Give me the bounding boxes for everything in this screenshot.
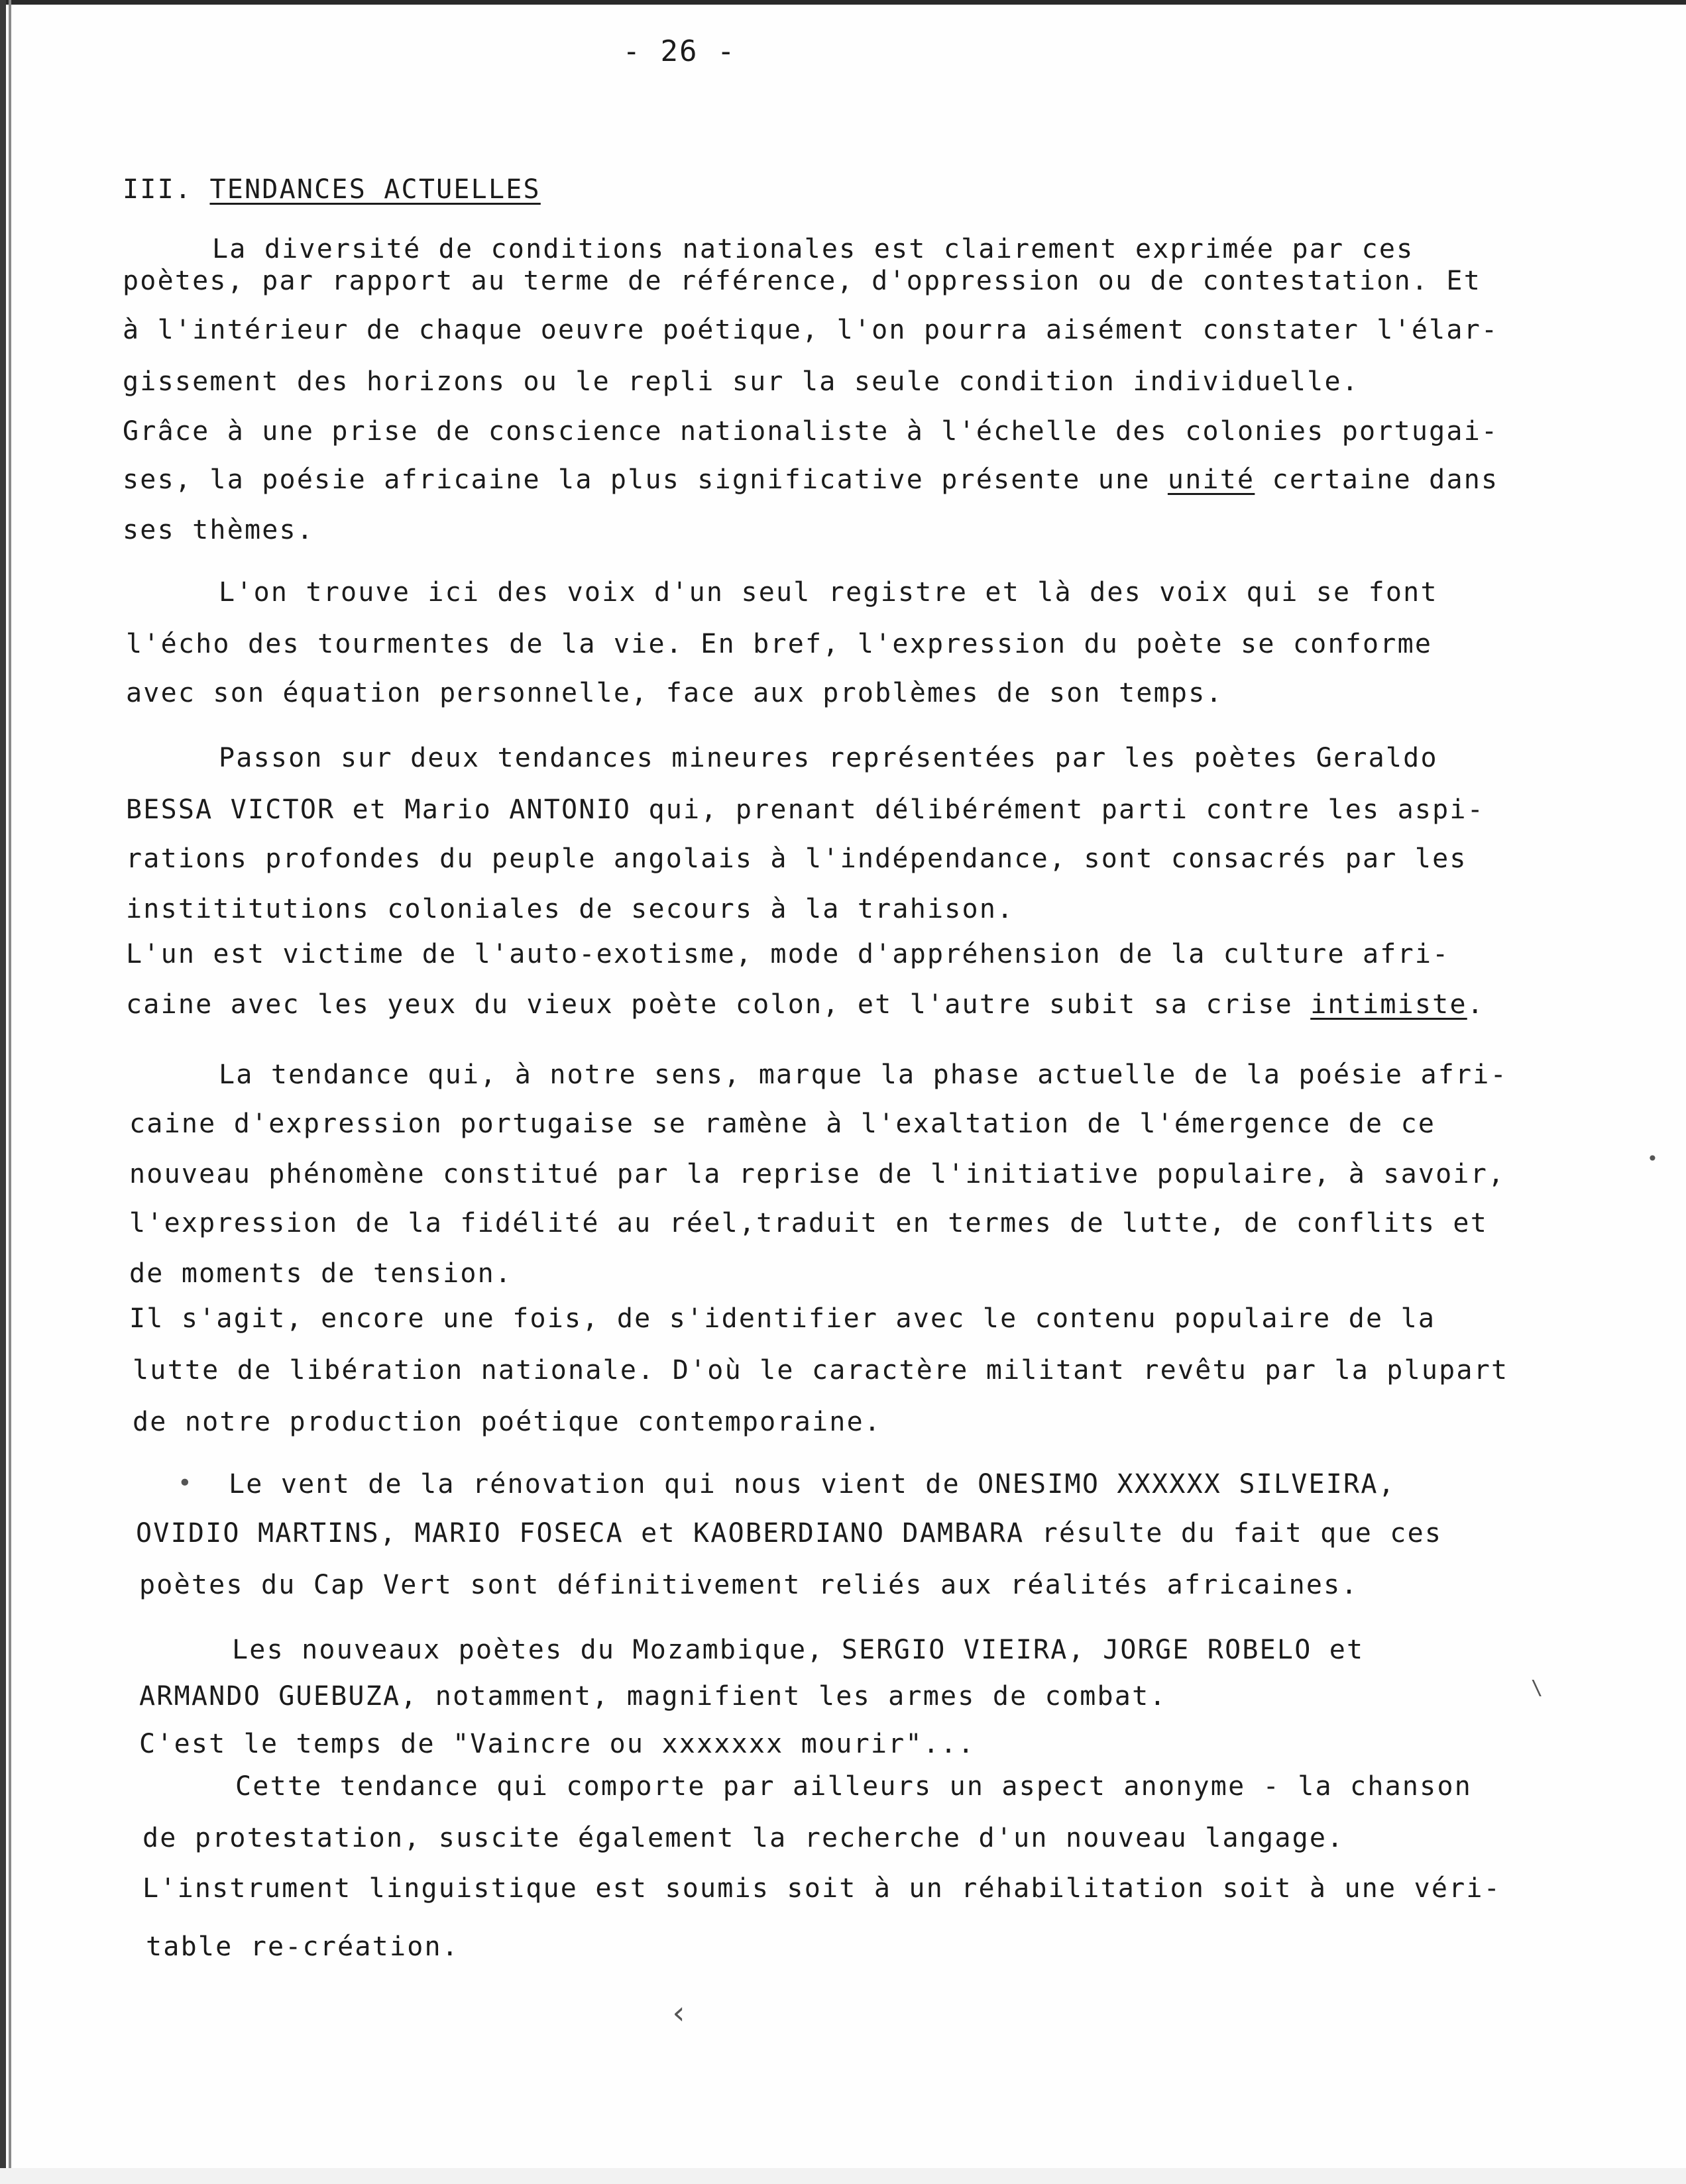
- paragraph-3-line-6-text: caine avec les yeux du vieux poète colon, et l'autre subit sa crise: [126, 989, 1311, 1020]
- paragraph-1-line-6-text: ses, la poésie africaine la plus significative présente une: [123, 464, 1168, 495]
- paragraph-6-line-7: table re-création.: [146, 1932, 460, 1962]
- scan-border-left-inner: [9, 0, 11, 2184]
- paragraph-1-line-3: à l'intérieur de chaque oeuvre poétique, l'on pourra aisément constater l'élar-: [123, 315, 1499, 345]
- paragraph-6-line-1: Les nouveaux poètes du Mozambique, SERGIO VIEIRA, JORGE ROBELO et: [232, 1635, 1365, 1665]
- scan-border-top: [0, 0, 1686, 5]
- paragraph-3-line-1: Passon sur deux tendances mineures représentées par les poètes Geraldo: [219, 743, 1438, 773]
- paragraph-6-line-3: C'est le temps de "Vaincre ou xxxxxxx mourir"...: [139, 1729, 976, 1759]
- stray-tick-right: \: [1531, 1676, 1544, 1700]
- underlined-word-unite: unité: [1167, 464, 1255, 495]
- paragraph-1-line-7: ses thèmes.: [123, 515, 315, 545]
- scan-border-left: [0, 0, 6, 2184]
- scan-border-bottom: [0, 2168, 1686, 2184]
- underlined-word-intimiste: intimiste: [1310, 989, 1467, 1020]
- paragraph-1-line-4: gissement des horizons ou le repli sur la seule condition individuelle.: [123, 366, 1360, 397]
- paragraph-5-line-1: Le vent de la rénovation qui nous vient de ONESIMO XXXXXX SILVEIRA,: [229, 1469, 1396, 1500]
- paragraph-2-line-1: L'on trouve ici des voix d'un seul registre et là des voix qui se font: [219, 577, 1438, 608]
- paragraph-3-line-6: [126, 989, 1485, 1020]
- paragraph-4-line-8: de notre production poétique contemporaine.: [133, 1407, 882, 1437]
- section-number: III.: [123, 174, 193, 205]
- paragraph-3-line-5: L'un est victime de l'auto-exotisme, mode d'appréhension de la culture afri-: [126, 939, 1450, 969]
- paragraph-6-line-5: de protestation, suscite également la recherche d'un nouveau langage.: [142, 1823, 1345, 1853]
- paragraph-3-line-2: BESSA VICTOR et Mario ANTONIO qui, prenant délibérément parti contre les aspi-: [126, 794, 1485, 825]
- page-number: - 26 -: [622, 34, 736, 68]
- paragraph-3-line-3: rations profondes du peuple angolais à l'indépendance, sont consacrés par les: [126, 844, 1467, 874]
- paragraph-4-line-1: La tendance qui, à notre sens, marque la phase actuelle de la poésie afri-: [219, 1060, 1508, 1090]
- paragraph-5-line-3: poètes du Cap Vert sont définitivement reliés aux réalités africaines.: [139, 1570, 1359, 1600]
- paragraph-1-line-6-tail: certaine dans: [1255, 464, 1499, 495]
- paragraph-1-line-6: [123, 464, 1498, 496]
- paragraph-2-line-2: l'écho des tourmentes de la vie. En bref, l'expression du poète se conforme: [126, 629, 1433, 659]
- paragraph-4-line-2: caine d'expression portugaise se ramène à l'exaltation de l'émergence de ce: [129, 1109, 1436, 1139]
- section-title: TENDANCES ACTUELLES: [209, 174, 541, 205]
- stray-dot-right: •: [1647, 1148, 1658, 1170]
- bullet-dot: •: [178, 1470, 192, 1497]
- paragraph-4-line-4: l'expression de la fidélité au réel,traduit en termes de lutte, de conflits et: [129, 1208, 1488, 1238]
- paragraph-1-line-2: poètes, par rapport au terme de référence, d'oppression ou de contestation. Et: [123, 266, 1481, 296]
- paragraph-6-line-6: L'instrument linguistique est soumis soit à un réhabilitation soit à une véri-: [142, 1873, 1501, 1904]
- paragraph-2-line-3: avec son équation personnelle, face aux problèmes de son temps.: [126, 678, 1223, 708]
- section-heading: [123, 174, 541, 205]
- paragraph-4-line-7: lutte de libération nationale. D'où le caractère militant revêtu par la plupart: [133, 1355, 1509, 1386]
- paragraph-4-line-6: Il s'agit, encore une fois, de s'identifier avec le contenu populaire de la: [129, 1303, 1436, 1334]
- paragraph-3-line-6-tail: .: [1467, 989, 1485, 1020]
- paragraph-4-line-5: de moments de tension.: [129, 1258, 513, 1289]
- paragraph-6-line-4: Cette tendance qui comporte par ailleurs un aspect anonyme - la chanson: [235, 1771, 1473, 1802]
- paragraph-1-line-1: La diversité de conditions nationales est clairement exprimée par ces: [212, 234, 1414, 264]
- pen-mark: ‹: [669, 1994, 689, 2032]
- paragraph-4-line-3: nouveau phénomène constitué par la reprise de l'initiative populaire, à savoir,: [129, 1159, 1506, 1189]
- paragraph-5-line-2: OVIDIO MARTINS, MARIO FOSECA et KAOBERDIANO DAMBARA résulte du fait que ces: [136, 1518, 1443, 1549]
- paragraph-1-line-5: Grâce à une prise de conscience nationaliste à l'échelle des colonies portugai-: [123, 416, 1499, 447]
- paragraph-3-line-4: instititutions coloniales de secours à la trahison.: [126, 894, 1015, 924]
- paragraph-6-line-2: ARMANDO GUEBUZA, notamment, magnifient les armes de combat.: [139, 1681, 1167, 1712]
